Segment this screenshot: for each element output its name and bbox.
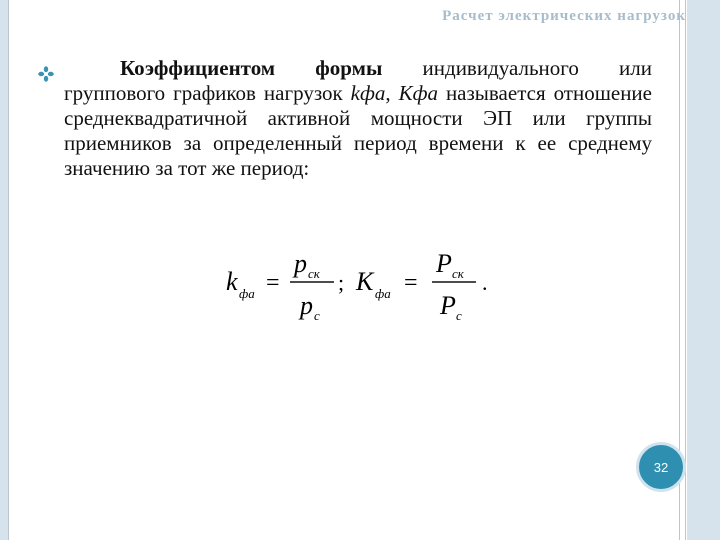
formula-den2-sub: с (456, 308, 462, 323)
formula-num2: P (436, 249, 452, 278)
formula-eq2: = (404, 270, 418, 296)
formula (226, 244, 506, 324)
formula-end: . (482, 270, 488, 295)
formula-num1: p (294, 249, 307, 278)
formula-den1: p (300, 291, 313, 320)
formula-lhs1-sub: фа (239, 286, 255, 301)
separator: , (385, 81, 399, 105)
page-number: 32 (653, 459, 669, 475)
frame-line (685, 0, 686, 540)
page-number-badge (636, 442, 686, 492)
formula-den2: P (440, 291, 456, 320)
formula-separator: ; (338, 270, 345, 295)
formula-lhs2-sub: фа (375, 286, 391, 301)
text-2: называется отношение среднеквадратичной активной мощности ЭП или группы приемников за определенный период времени к ее среднему значению за тот же период: (64, 81, 652, 180)
bullet-icon (38, 66, 54, 82)
term: Коэффициентом формы (120, 56, 383, 80)
formula-num1-sub: ск (308, 266, 320, 281)
formula-den1-sub: с (314, 308, 320, 323)
formula-eq1: = (266, 270, 280, 296)
formula-lhs1: k (226, 267, 238, 296)
symbol-2: Кфа (398, 81, 438, 105)
symbol-1: kфа (350, 81, 386, 105)
formula-num2-sub: ск (452, 266, 464, 281)
definition-paragraph (64, 56, 652, 181)
text-1: индивидуального или группового графиков нагрузок (64, 56, 653, 105)
header-title: Расчет электрических нагрузок (442, 8, 686, 24)
formula-lhs2: K (356, 267, 374, 296)
